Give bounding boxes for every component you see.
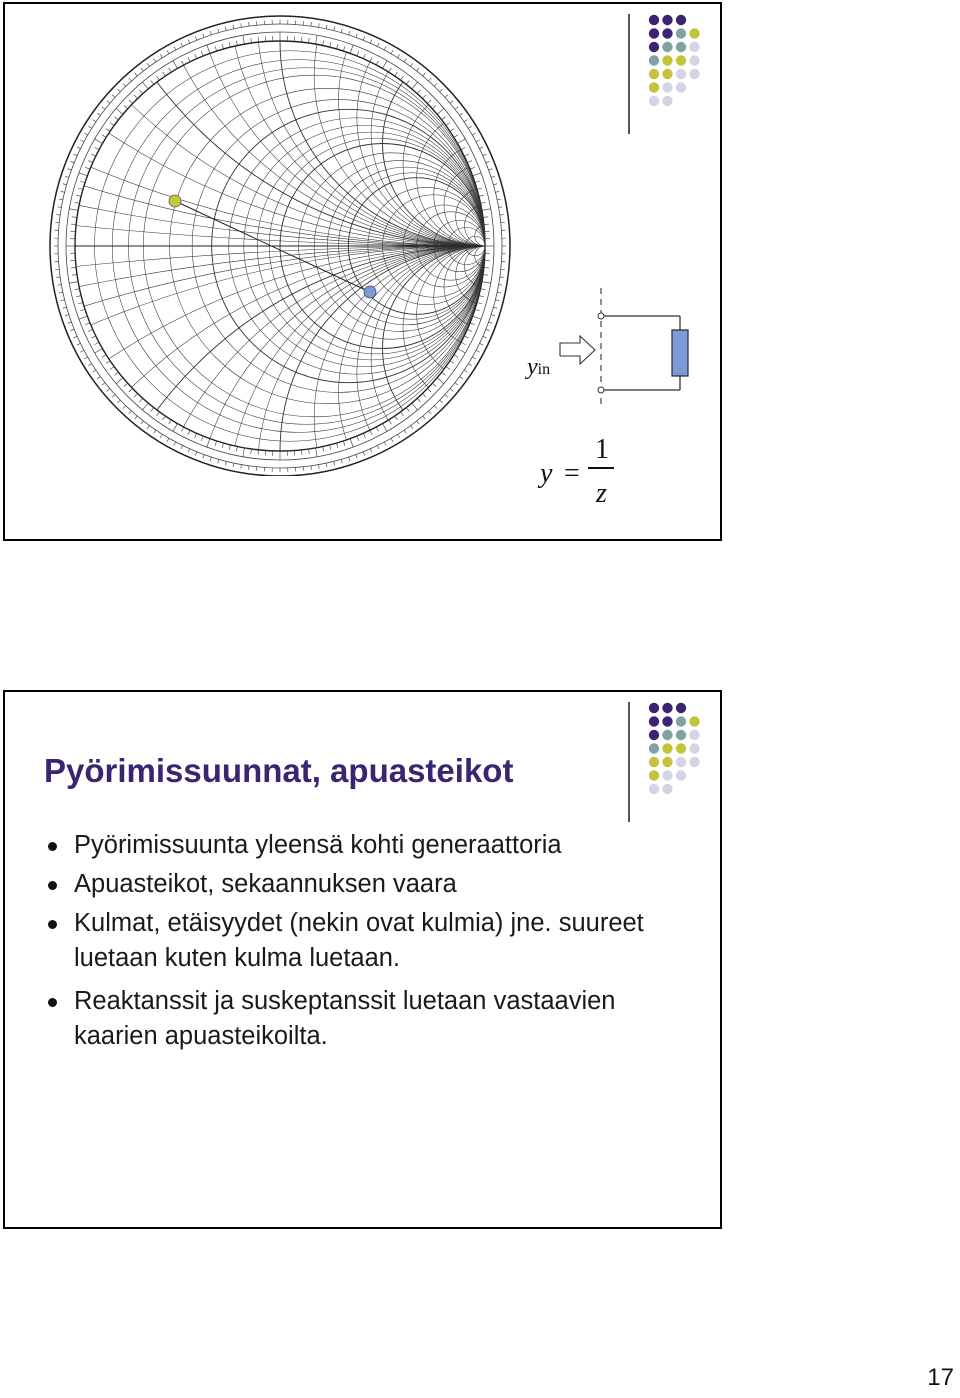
decor-dot xyxy=(676,15,686,25)
decor-dot xyxy=(649,743,659,753)
decor-dot xyxy=(662,82,672,92)
decor-dot xyxy=(649,28,659,38)
decor-dot xyxy=(689,743,699,753)
decor-dot xyxy=(649,716,659,726)
decor-dot xyxy=(649,42,659,52)
decor-dot xyxy=(649,730,659,740)
decor-dot xyxy=(676,28,686,38)
decor-dot xyxy=(649,55,659,65)
decor-dot xyxy=(649,770,659,780)
decor-dot xyxy=(649,784,659,794)
decor-dot xyxy=(662,770,672,780)
decor-dot xyxy=(649,82,659,92)
bullet-dot-icon xyxy=(48,842,57,851)
admittance-circuit xyxy=(545,288,705,408)
page-number: 17 xyxy=(927,1364,954,1391)
decor-dot xyxy=(676,55,686,65)
decor-dot xyxy=(662,716,672,726)
divider-line-bottom xyxy=(628,702,630,822)
yin-label: yin xyxy=(527,354,551,380)
decor-dot xyxy=(662,743,672,753)
decor-dot xyxy=(649,15,659,25)
formula-denominator: z xyxy=(596,478,607,509)
formula-eq: = xyxy=(564,458,580,489)
decor-dot xyxy=(676,703,686,713)
decor-dot xyxy=(689,42,699,52)
decor-dot xyxy=(662,703,672,713)
decor-dot xyxy=(689,69,699,79)
decor-dot xyxy=(662,730,672,740)
decor-dot xyxy=(689,55,699,65)
formula-lhs: y xyxy=(540,458,553,489)
decor-dot xyxy=(662,28,672,38)
decor-dot xyxy=(649,69,659,79)
yellow-marker xyxy=(169,195,181,207)
decor-dot xyxy=(662,15,672,25)
decor-dot xyxy=(676,82,686,92)
fraction-bar xyxy=(588,467,614,469)
decor-dot xyxy=(662,757,672,767)
decor-dot xyxy=(689,28,699,38)
dot-pattern-top xyxy=(641,12,721,122)
decor-dot xyxy=(662,96,672,106)
smith-chart xyxy=(45,6,515,476)
bullet-item: Pyörimissuunta yleensä kohti generaattoria xyxy=(44,828,684,863)
bullet-item: Apuasteikot, sekaannuksen vaara xyxy=(44,867,684,902)
decor-dot xyxy=(689,716,699,726)
decor-dot xyxy=(676,757,686,767)
bullet-dot-icon xyxy=(48,998,57,1007)
decor-dot xyxy=(676,69,686,79)
decor-dot xyxy=(649,757,659,767)
decor-dot xyxy=(662,784,672,794)
decor-dot xyxy=(649,703,659,713)
decor-dot xyxy=(662,69,672,79)
decor-dot xyxy=(689,757,699,767)
slide-title: Pyörimissuunnat, apuasteikot xyxy=(44,752,514,789)
decor-dot xyxy=(676,42,686,52)
decor-dot xyxy=(676,730,686,740)
bullet-dot-icon xyxy=(48,920,57,929)
admittance-formula xyxy=(540,434,630,514)
decor-dot xyxy=(676,743,686,753)
decor-dot xyxy=(662,42,672,52)
slide-top xyxy=(3,2,722,541)
blue-marker xyxy=(364,286,376,298)
formula-numerator: 1 xyxy=(595,434,609,465)
decor-dot xyxy=(676,770,686,780)
dot-pattern-bottom xyxy=(641,700,721,810)
bullet-item: Kulmat, etäisyydet (nekin ovat kulmia) jne. suureet luetaan kuten kulma luetaan. xyxy=(44,906,684,976)
decor-dot xyxy=(689,730,699,740)
bullet-list xyxy=(44,828,684,1054)
decor-dot xyxy=(676,716,686,726)
decor-dot xyxy=(649,96,659,106)
decor-dot xyxy=(662,55,672,65)
divider-line-top xyxy=(628,14,630,134)
bullet-dot-icon xyxy=(48,881,57,890)
bullet-item: Reaktanssit ja suskeptanssit luetaan vastaavien kaarien apuasteikoilta. xyxy=(44,984,684,1054)
